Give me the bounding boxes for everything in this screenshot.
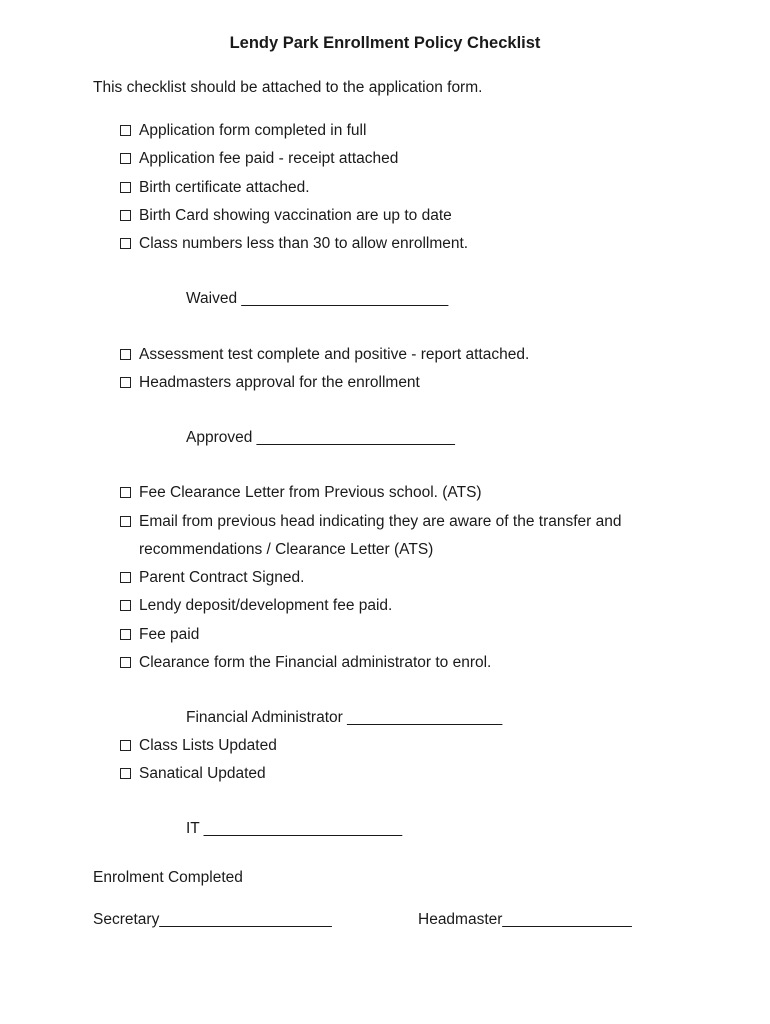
checkbox-class-numbers[interactable] <box>120 238 131 249</box>
checklist-item-class-lists: Class Lists Updated <box>139 737 277 754</box>
checklist-item-clearance-form: Clearance form the Financial administrator to enrol. <box>139 654 492 671</box>
checklist-item-sanatical: Sanatical Updated <box>139 765 266 782</box>
financial-administrator-signature-line: Financial Administrator __________________ <box>186 709 503 726</box>
checkbox-clearance-form[interactable] <box>120 657 131 668</box>
checklist-item-parent-contract: Parent Contract Signed. <box>139 569 305 586</box>
checklist-item-email-previous-head: Email from previous head indicating they are aware of the transfer and <box>139 513 622 530</box>
checkbox-headmasters-approval[interactable] <box>120 377 131 388</box>
checkbox-parent-contract[interactable] <box>120 572 131 583</box>
checklist-item-fee-clearance: Fee Clearance Letter from Previous school. (ATS) <box>139 484 482 501</box>
checklist-item-application-form: Application form completed in full <box>139 122 367 139</box>
page-title: Lendy Park Enrollment Policy Checklist <box>229 34 541 52</box>
checkbox-assessment-test[interactable] <box>120 349 131 360</box>
checkbox-email-previous-head[interactable] <box>120 516 131 527</box>
checklist-item-application-fee: Application fee paid - receipt attached <box>139 150 399 167</box>
checklist-item-birth-certificate: Birth certificate attached. <box>139 179 310 196</box>
checklist-item-lendy-deposit: Lendy deposit/development fee paid. <box>139 597 393 614</box>
checkbox-birth-card[interactable] <box>120 210 131 221</box>
enrolment-completed-heading: Enrolment Completed <box>93 869 243 886</box>
checkbox-application-form[interactable] <box>120 125 131 136</box>
checklist-item-birth-card: Birth Card showing vaccination are up to date <box>139 207 452 224</box>
checkbox-class-lists[interactable] <box>120 740 131 751</box>
headmaster-signature-line: Headmaster_______________ <box>418 911 632 928</box>
checklist-item-fee-paid: Fee paid <box>139 626 200 643</box>
checklist-item-class-numbers: Class numbers less than 30 to allow enrollment. <box>139 235 469 252</box>
checklist-item-headmasters-approval: Headmasters approval for the enrollment <box>139 374 420 391</box>
approved-signature-line: Approved _______________________ <box>186 429 455 446</box>
it-signature-line: IT _______________________ <box>186 820 403 837</box>
checkbox-application-fee[interactable] <box>120 153 131 164</box>
checklist-item-assessment-test: Assessment test complete and positive - report attached. <box>139 346 530 363</box>
checkbox-fee-paid[interactable] <box>120 629 131 640</box>
checkbox-sanatical[interactable] <box>120 768 131 779</box>
checklist-item-email-previous-head-continued: recommendations / Clearance Letter (ATS) <box>139 541 434 558</box>
intro-text: This checklist should be attached to the application form. <box>93 79 483 96</box>
secretary-signature-line: Secretary____________________ <box>93 911 332 928</box>
checkbox-birth-certificate[interactable] <box>120 182 131 193</box>
waived-signature-line: Waived ________________________ <box>186 290 449 307</box>
checkbox-lendy-deposit[interactable] <box>120 600 131 611</box>
checkbox-fee-clearance[interactable] <box>120 487 131 498</box>
